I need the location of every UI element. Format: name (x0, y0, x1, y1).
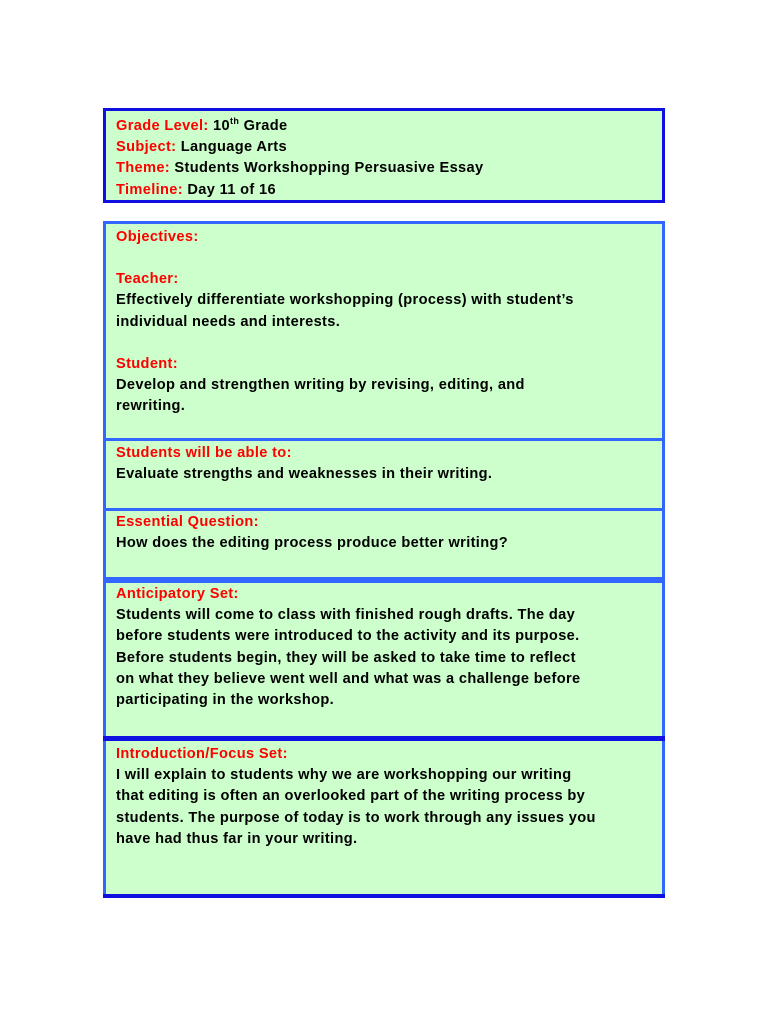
introduction-line: I will explain to students why we are workshopping our writing (116, 767, 572, 784)
lesson-info-text (116, 116, 654, 201)
student-label: Student: (116, 355, 178, 372)
introduction-line: have had thus far in your writing. (116, 830, 358, 847)
theme-row (116, 158, 654, 179)
anticipatory-set-content (116, 584, 654, 711)
able-to-text: Evaluate strengths and weaknesses in their writing. (116, 466, 493, 483)
subject-value: Language Arts (180, 139, 287, 156)
anticipatory-line: on what they believe went well and what was a challenge before (116, 670, 581, 687)
student-objective-line: Develop and strengthen writing by revising, editing, and (116, 377, 525, 394)
essential-question-section (103, 511, 665, 577)
teacher-objective-line: individual needs and interests. (116, 313, 341, 330)
objectives-heading: Objectives: (116, 229, 199, 245)
objectives-content (116, 227, 654, 417)
introduction-line: students. The purpose of today is to work through any issues you (116, 809, 596, 826)
anticipatory-line: Before students begin, they will be asked to take time to reflect (116, 649, 576, 666)
subject-label: Subject: (116, 139, 177, 156)
able-to-content (116, 443, 654, 485)
theme-value: Students Workshopping Persuasive Essay (174, 160, 484, 177)
teacher-objective-line: Effectively differentiate workshopping (process) with student’s (116, 292, 574, 309)
able-to-heading: Students will be able to: (116, 445, 292, 461)
section-bottom-border (103, 894, 665, 898)
timeline-label: Timeline: (116, 181, 183, 198)
theme-label: Theme: (116, 160, 170, 177)
anticipatory-set-heading: Anticipatory Set: (116, 586, 239, 602)
able-to-section (103, 441, 665, 508)
anticipatory-line: Students will come to class with finished rough drafts. The day (116, 607, 576, 624)
timeline-value: Day 11 of 16 (187, 181, 276, 198)
grade-level-row (116, 116, 654, 137)
anticipatory-set-section (103, 583, 665, 736)
objectives-section (103, 224, 665, 438)
grade-level-label: Grade Level: (116, 118, 209, 134)
introduction-line: that editing is often an overlooked part of the writing process by (116, 788, 586, 805)
essential-question-heading: Essential Question: (116, 514, 259, 530)
introduction-section (103, 741, 665, 894)
anticipatory-line: before students were introduced to the activity and its purpose. (116, 628, 580, 645)
lesson-info-box (103, 108, 665, 203)
anticipatory-line: participating in the workshop. (116, 692, 335, 709)
teacher-label: Teacher: (116, 271, 179, 288)
essential-question-content (116, 512, 654, 554)
essential-question-text: How does the editing process produce better writing? (116, 535, 509, 552)
subject-row (116, 137, 654, 158)
introduction-heading: Introduction/Focus Set: (116, 746, 288, 762)
grade-suffix: Grade (243, 118, 288, 134)
timeline-row (116, 180, 654, 201)
student-objective-line: rewriting. (116, 398, 186, 415)
grade-superscript: th (229, 116, 240, 126)
introduction-content (116, 744, 654, 850)
grade-number: 10 (213, 118, 230, 134)
